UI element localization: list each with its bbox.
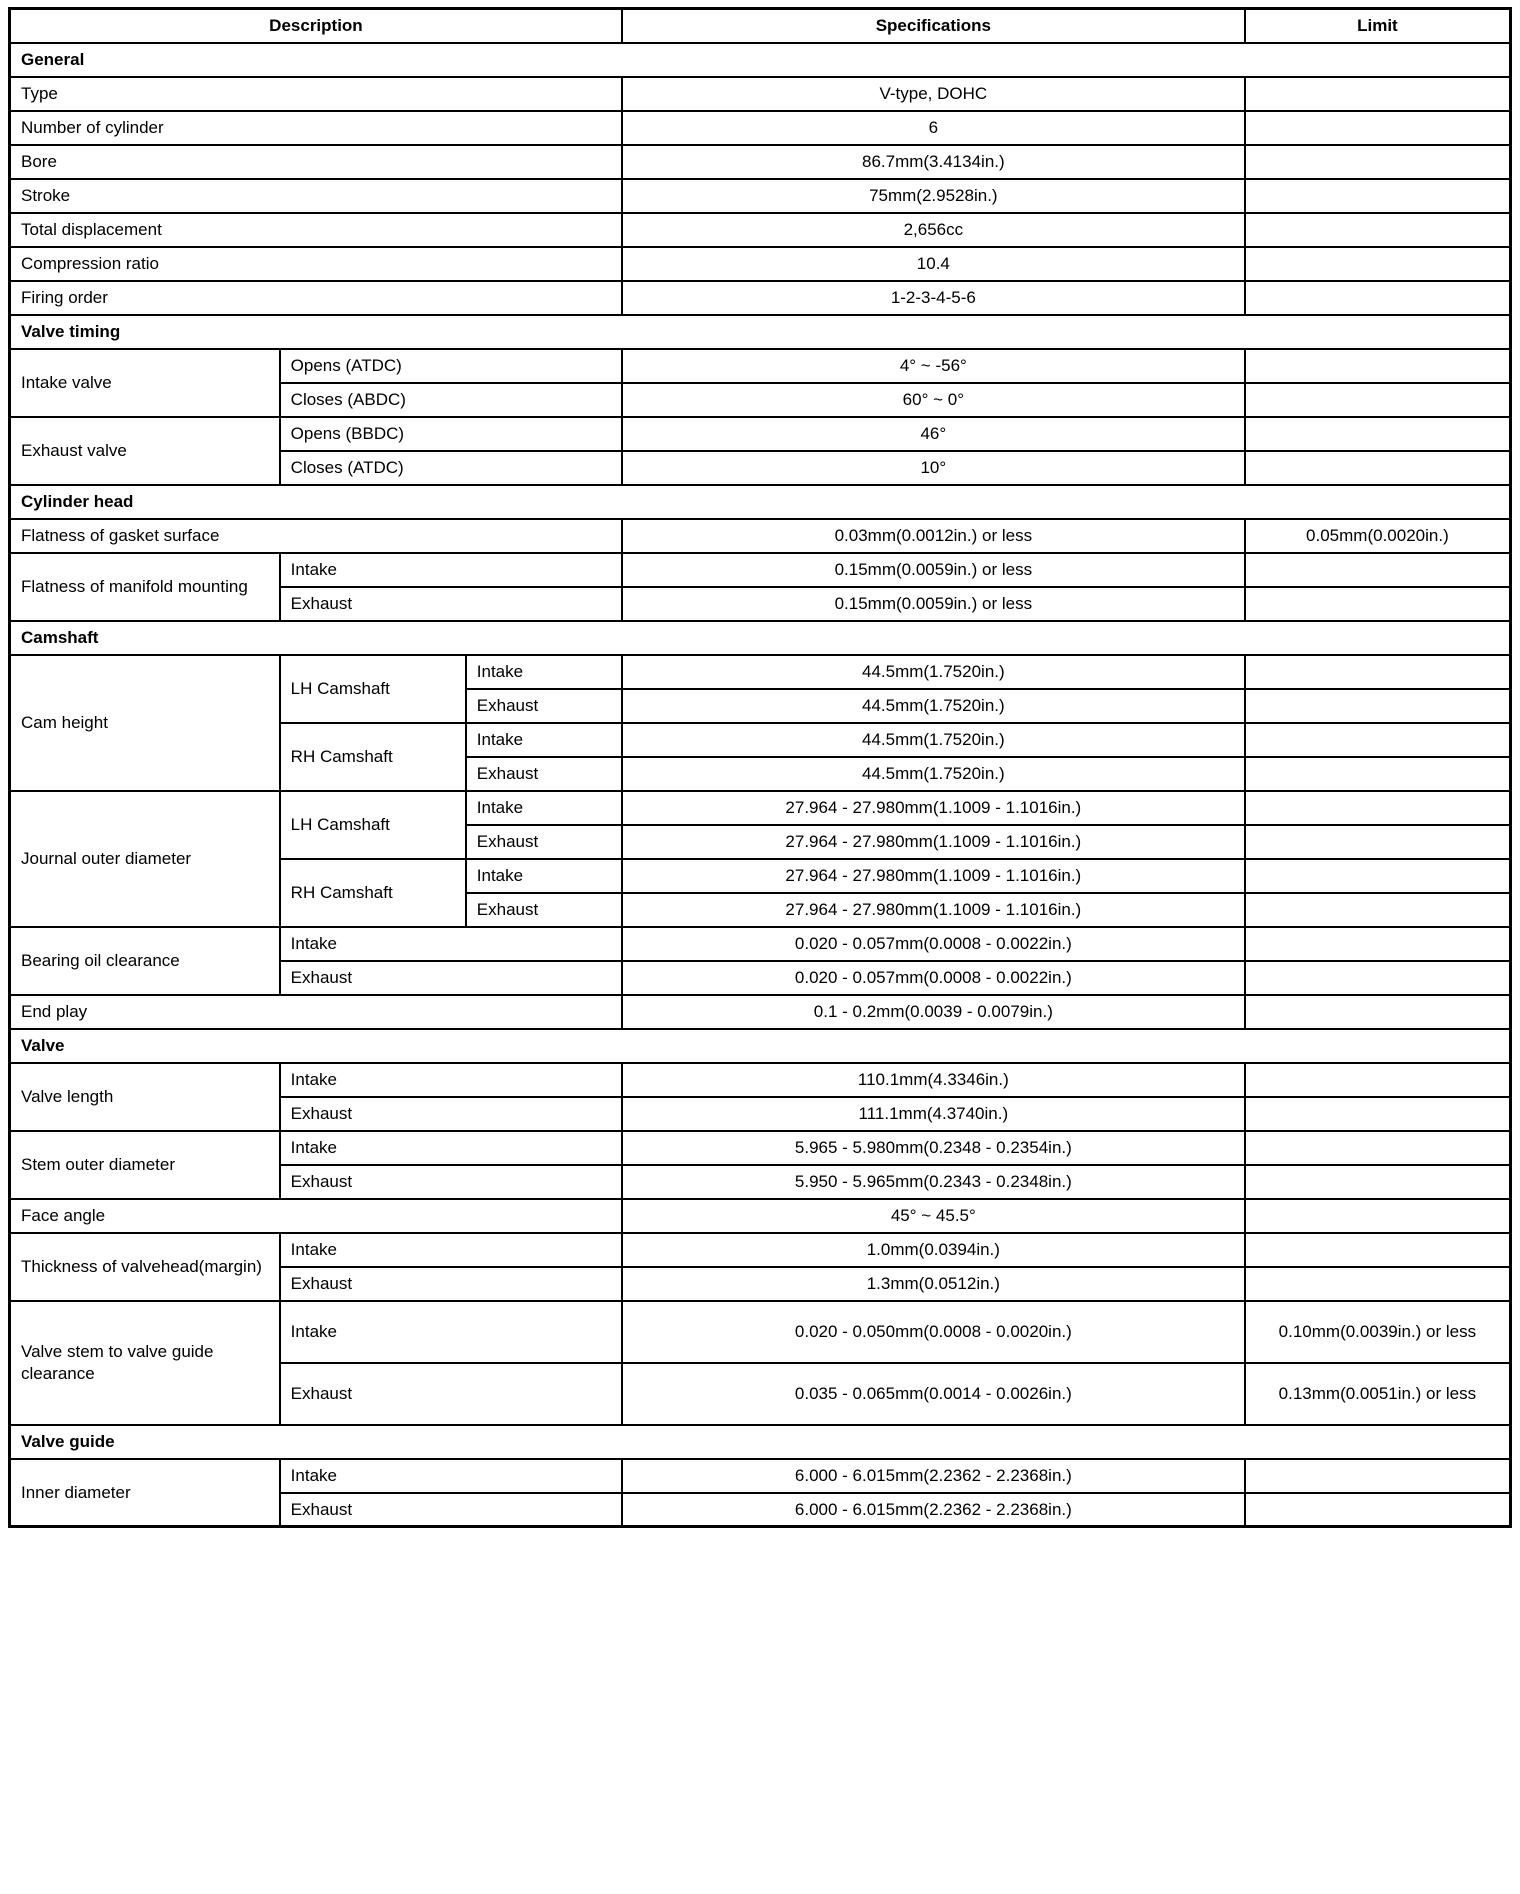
spec-cell: 6.000 - 6.015mm(2.2362 - 2.2368in.): [622, 1493, 1245, 1527]
desc-sub2-cell: Exhaust: [466, 825, 622, 859]
desc-sub-cell: LH Camshaft: [280, 655, 466, 723]
spec-cell: 44.5mm(1.7520in.): [622, 757, 1245, 791]
limit-cell: [1245, 927, 1511, 961]
spec-cell: 5.965 - 5.980mm(0.2348 - 0.2354in.): [622, 1131, 1245, 1165]
spec-cell: 86.7mm(3.4134in.): [622, 145, 1245, 179]
spec-cell: 44.5mm(1.7520in.): [622, 655, 1245, 689]
desc-cell: Intake valve: [10, 349, 280, 417]
desc-sub-cell: RH Camshaft: [280, 723, 466, 791]
spec-cell: 27.964 - 27.980mm(1.1009 - 1.1016in.): [622, 893, 1245, 927]
desc-sub2-cell: Exhaust: [466, 689, 622, 723]
section-header-valve: Valve: [10, 1029, 1511, 1063]
desc-cell: Inner diameter: [10, 1459, 280, 1527]
desc-sub-cell: Exhaust: [280, 1493, 622, 1527]
spec-cell: 0.03mm(0.0012in.) or less: [622, 519, 1245, 553]
desc-cell: Bore: [10, 145, 622, 179]
limit-cell: [1245, 281, 1511, 315]
table-row: [10, 77, 1511, 111]
limit-cell: 0.10mm(0.0039in.) or less: [1245, 1301, 1511, 1363]
limit-cell: [1245, 1493, 1511, 1527]
desc-cell: Type: [10, 77, 622, 111]
limit-cell: [1245, 349, 1511, 383]
limit-cell: [1245, 723, 1511, 757]
desc-cell: Total displacement: [10, 213, 622, 247]
desc-cell: Exhaust valve: [10, 417, 280, 485]
desc-cell: Valve stem to valve guide clearance: [10, 1301, 280, 1425]
limit-cell: [1245, 145, 1511, 179]
column-header-description: Description: [10, 9, 622, 43]
desc-sub-cell: Intake: [280, 1233, 622, 1267]
spec-cell: 46°: [622, 417, 1245, 451]
engine-specifications-table: [8, 7, 1512, 1528]
desc-sub-cell: Intake: [280, 553, 622, 587]
limit-cell: 0.13mm(0.0051in.) or less: [1245, 1363, 1511, 1425]
spec-cell: 6: [622, 111, 1245, 145]
limit-cell: [1245, 825, 1511, 859]
spec-cell: 111.1mm(4.3740in.): [622, 1097, 1245, 1131]
limit-cell: [1245, 179, 1511, 213]
desc-cell: Firing order: [10, 281, 622, 315]
desc-cell: Number of cylinder: [10, 111, 622, 145]
desc-sub-cell: Exhaust: [280, 1267, 622, 1301]
spec-cell: 1.3mm(0.0512in.): [622, 1267, 1245, 1301]
desc-cell: Stem outer diameter: [10, 1131, 280, 1199]
desc-sub-cell: Exhaust: [280, 587, 622, 621]
table-row: [10, 1199, 1511, 1233]
desc-sub2-cell: Intake: [466, 723, 622, 757]
column-header-specifications: Specifications: [622, 9, 1245, 43]
limit-cell: [1245, 1063, 1511, 1097]
limit-cell: [1245, 1097, 1511, 1131]
section-header-general: General: [10, 43, 1511, 77]
column-header-limit: Limit: [1245, 9, 1511, 43]
desc-sub-cell: Exhaust: [280, 1363, 622, 1425]
limit-cell: [1245, 417, 1511, 451]
spec-cell: 0.15mm(0.0059in.) or less: [622, 587, 1245, 621]
limit-cell: [1245, 111, 1511, 145]
desc-sub-cell: LH Camshaft: [280, 791, 466, 859]
limit-cell: [1245, 553, 1511, 587]
table-row: [10, 655, 1511, 689]
spec-cell: 0.020 - 0.057mm(0.0008 - 0.0022in.): [622, 927, 1245, 961]
desc-sub-cell: RH Camshaft: [280, 859, 466, 927]
limit-cell: [1245, 213, 1511, 247]
desc-cell: Stroke: [10, 179, 622, 213]
table-row: [10, 417, 1511, 451]
spec-cell: 4° ~ -56°: [622, 349, 1245, 383]
table-row: [10, 995, 1511, 1029]
desc-sub-cell: Intake: [280, 1063, 622, 1097]
spec-cell: 44.5mm(1.7520in.): [622, 689, 1245, 723]
section-row: [10, 43, 1511, 77]
limit-cell: [1245, 451, 1511, 485]
table-row: [10, 247, 1511, 281]
table-header-row: [10, 9, 1511, 43]
spec-cell: 2,656cc: [622, 213, 1245, 247]
spec-cell: 6.000 - 6.015mm(2.2362 - 2.2368in.): [622, 1459, 1245, 1493]
spec-cell: 27.964 - 27.980mm(1.1009 - 1.1016in.): [622, 859, 1245, 893]
section-row: [10, 1425, 1511, 1459]
table-row: [10, 1233, 1511, 1267]
table-row: [10, 349, 1511, 383]
section-row: [10, 1029, 1511, 1063]
section-header-camshaft: Camshaft: [10, 621, 1511, 655]
limit-cell: [1245, 1131, 1511, 1165]
desc-cell: Face angle: [10, 1199, 622, 1233]
desc-cell: Compression ratio: [10, 247, 622, 281]
desc-sub-cell: Exhaust: [280, 961, 622, 995]
limit-cell: [1245, 1165, 1511, 1199]
desc-sub2-cell: Intake: [466, 859, 622, 893]
limit-cell: [1245, 893, 1511, 927]
table-row: [10, 213, 1511, 247]
desc-cell: Thickness of valvehead(margin): [10, 1233, 280, 1301]
spec-cell: 5.950 - 5.965mm(0.2343 - 0.2348in.): [622, 1165, 1245, 1199]
spec-cell: 0.020 - 0.057mm(0.0008 - 0.0022in.): [622, 961, 1245, 995]
desc-sub2-cell: Exhaust: [466, 757, 622, 791]
spec-cell: 45° ~ 45.5°: [622, 1199, 1245, 1233]
spec-cell: 0.035 - 0.065mm(0.0014 - 0.0026in.): [622, 1363, 1245, 1425]
spec-cell: 27.964 - 27.980mm(1.1009 - 1.1016in.): [622, 791, 1245, 825]
limit-cell: [1245, 1267, 1511, 1301]
limit-cell: [1245, 247, 1511, 281]
table-row: [10, 791, 1511, 825]
table-row: [10, 145, 1511, 179]
section-header-cylinder-head: Cylinder head: [10, 485, 1511, 519]
desc-sub-cell: Intake: [280, 927, 622, 961]
table-row: [10, 519, 1511, 553]
table-row: [10, 1301, 1511, 1363]
spec-cell: 10°: [622, 451, 1245, 485]
desc-cell: Bearing oil clearance: [10, 927, 280, 995]
limit-cell: [1245, 587, 1511, 621]
desc-sub-cell: Intake: [280, 1459, 622, 1493]
desc-cell: End play: [10, 995, 622, 1029]
limit-cell: [1245, 791, 1511, 825]
desc-sub2-cell: Intake: [466, 791, 622, 825]
table-row: [10, 179, 1511, 213]
section-row: [10, 621, 1511, 655]
limit-cell: [1245, 77, 1511, 111]
table-row: [10, 281, 1511, 315]
table-row: [10, 1131, 1511, 1165]
section-header-valve-timing: Valve timing: [10, 315, 1511, 349]
table-row: [10, 927, 1511, 961]
spec-cell: 0.020 - 0.050mm(0.0008 - 0.0020in.): [622, 1301, 1245, 1363]
spec-cell: V-type, DOHC: [622, 77, 1245, 111]
desc-sub-cell: Exhaust: [280, 1165, 622, 1199]
limit-cell: [1245, 757, 1511, 791]
spec-cell: 1.0mm(0.0394in.): [622, 1233, 1245, 1267]
table-row: [10, 1063, 1511, 1097]
limit-cell: [1245, 383, 1511, 417]
limit-cell: [1245, 995, 1511, 1029]
limit-cell: [1245, 961, 1511, 995]
limit-cell: 0.05mm(0.0020in.): [1245, 519, 1511, 553]
spec-cell: 1-2-3-4-5-6: [622, 281, 1245, 315]
desc-cell: Valve length: [10, 1063, 280, 1131]
desc-sub-cell: Intake: [280, 1301, 622, 1363]
limit-cell: [1245, 655, 1511, 689]
desc-sub-cell: Closes (ATDC): [280, 451, 622, 485]
desc-sub2-cell: Intake: [466, 655, 622, 689]
table-row: [10, 553, 1511, 587]
limit-cell: [1245, 1233, 1511, 1267]
limit-cell: [1245, 689, 1511, 723]
desc-cell: Flatness of manifold mounting: [10, 553, 280, 621]
desc-sub-cell: Exhaust: [280, 1097, 622, 1131]
desc-sub-cell: Closes (ABDC): [280, 383, 622, 417]
table-row: [10, 111, 1511, 145]
spec-cell: 0.15mm(0.0059in.) or less: [622, 553, 1245, 587]
spec-cell: 44.5mm(1.7520in.): [622, 723, 1245, 757]
desc-sub-cell: Opens (BBDC): [280, 417, 622, 451]
spec-cell: 27.964 - 27.980mm(1.1009 - 1.1016in.): [622, 825, 1245, 859]
desc-cell: Journal outer diameter: [10, 791, 280, 927]
section-row: [10, 485, 1511, 519]
spec-cell: 10.4: [622, 247, 1245, 281]
spec-cell: 60° ~ 0°: [622, 383, 1245, 417]
limit-cell: [1245, 1459, 1511, 1493]
spec-cell: 0.1 - 0.2mm(0.0039 - 0.0079in.): [622, 995, 1245, 1029]
limit-cell: [1245, 1199, 1511, 1233]
desc-cell: Flatness of gasket surface: [10, 519, 622, 553]
desc-cell: Cam height: [10, 655, 280, 791]
section-header-valve-guide: Valve guide: [10, 1425, 1511, 1459]
spec-cell: 110.1mm(4.3346in.): [622, 1063, 1245, 1097]
table-row: [10, 1459, 1511, 1493]
desc-sub-cell: Opens (ATDC): [280, 349, 622, 383]
desc-sub-cell: Intake: [280, 1131, 622, 1165]
desc-sub2-cell: Exhaust: [466, 893, 622, 927]
spec-cell: 75mm(2.9528in.): [622, 179, 1245, 213]
section-row: [10, 315, 1511, 349]
limit-cell: [1245, 859, 1511, 893]
